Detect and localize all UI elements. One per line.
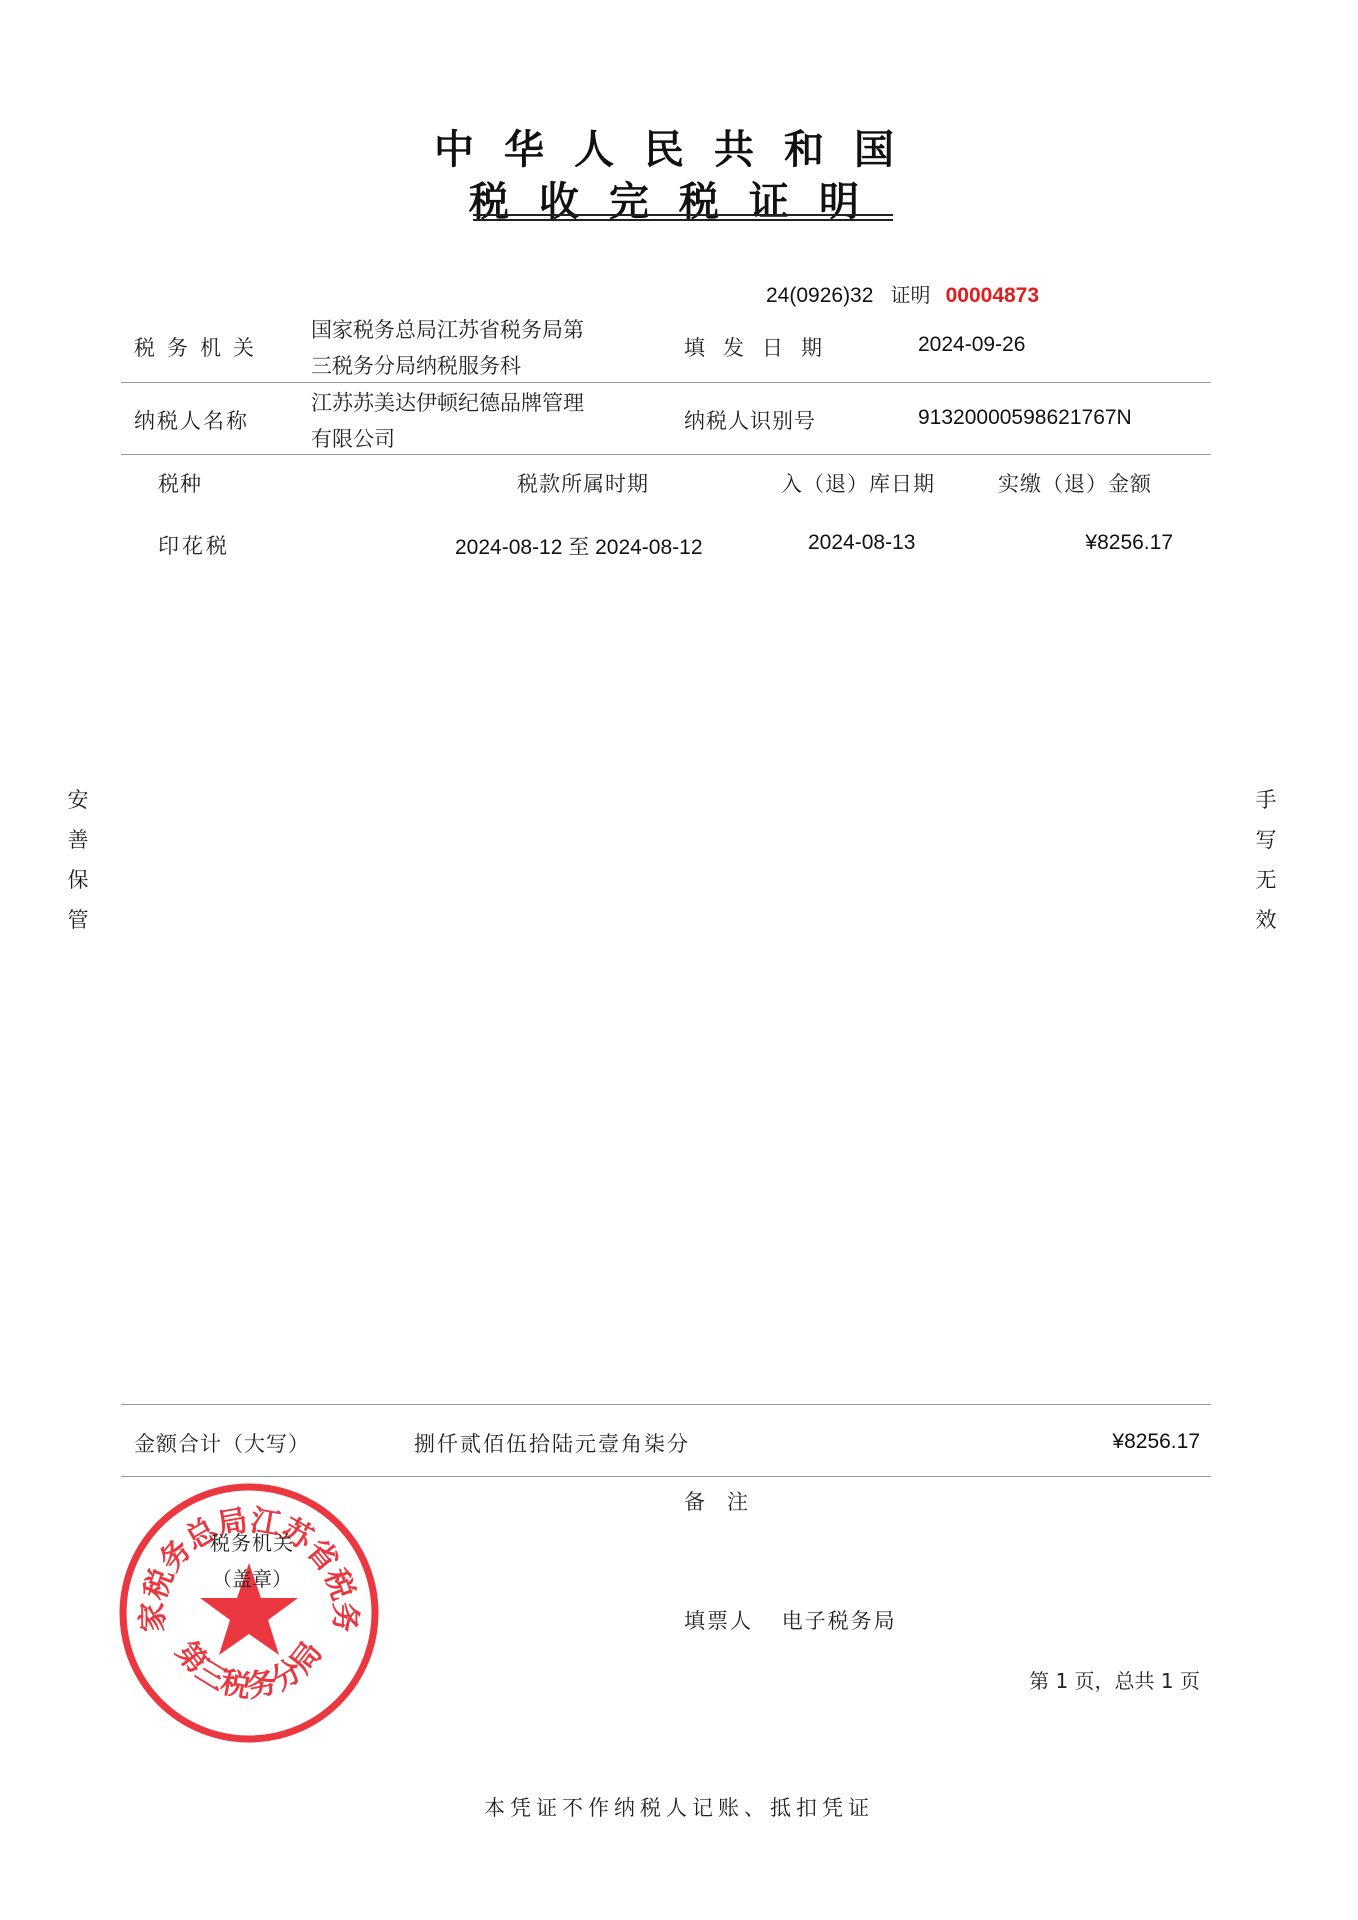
total-chinese-amount: 捌仟贰佰伍拾陆元壹角柒分 bbox=[414, 1432, 690, 1456]
table-row-period: 2024-08-12 至 2024-08-12 bbox=[455, 536, 703, 559]
document-title-line1: 中华人民共和国 bbox=[434, 127, 924, 173]
disclaimer: 本凭证不作纳税人记账、抵扣凭证 bbox=[484, 1796, 874, 1820]
side-left-char: 管 bbox=[67, 908, 89, 932]
seal-label-line2: （盖章） bbox=[212, 1567, 292, 1591]
title-underline-2 bbox=[473, 219, 893, 221]
side-right-char: 写 bbox=[1255, 828, 1277, 852]
side-note-left bbox=[64, 780, 92, 940]
certificate-serial: 00004873 bbox=[945, 284, 1040, 307]
table-row-tax-type: 印花税 bbox=[158, 534, 230, 558]
fill-date-value: 2024-09-26 bbox=[918, 333, 1026, 356]
certificate-code: 24(0926)32 bbox=[766, 284, 874, 307]
table-top-divider bbox=[121, 454, 1211, 455]
taxpayer-id-value: 91320000598621767N bbox=[918, 406, 1132, 429]
filler-label: 填票人 bbox=[684, 1609, 753, 1633]
side-left-char: 善 bbox=[67, 828, 89, 852]
side-right-char: 效 bbox=[1255, 908, 1277, 932]
side-left-char: 保 bbox=[67, 868, 89, 892]
total-amount: ¥8256.17 bbox=[1112, 1430, 1200, 1453]
authority-value-line2: 三税务分局纳税服务科 bbox=[311, 354, 521, 378]
title-underline-1 bbox=[473, 214, 893, 216]
fill-date-label: 填发日期 bbox=[684, 336, 840, 360]
total-bottom-divider bbox=[121, 1476, 1211, 1477]
side-left-char: 安 bbox=[67, 788, 89, 812]
side-note-right bbox=[1252, 780, 1280, 940]
taxpayer-name-line1: 江苏苏美达伊顿纪德品牌管理 bbox=[311, 391, 584, 415]
seal-label-line1: 税务机关 bbox=[210, 1531, 294, 1555]
taxpayer-id-label: 纳税人识别号 bbox=[684, 409, 816, 433]
remarks-label: 备注 bbox=[684, 1490, 770, 1514]
authority-label: 税务机关 bbox=[134, 336, 266, 360]
filler-row bbox=[684, 1605, 897, 1635]
total-label: 金额合计（大写） bbox=[134, 1432, 310, 1456]
table-row-stock-date: 2024-08-13 bbox=[808, 531, 916, 554]
stamp-bottom-text: 第三税务分局 bbox=[168, 1635, 330, 1705]
header-divider bbox=[121, 382, 1211, 383]
filler-value: 电子税务局 bbox=[781, 1609, 897, 1633]
stamp-graphic bbox=[116, 1480, 382, 1746]
stamp-top-text: 家税务总局江苏省税务 bbox=[135, 1503, 363, 1633]
certificate-number bbox=[766, 279, 1039, 308]
authority-value-line1: 国家税务总局江苏省税务局第 bbox=[311, 318, 584, 342]
column-header-tax-type: 税种 bbox=[158, 472, 202, 496]
certificate-label: 证明 bbox=[890, 283, 931, 307]
document-title-line2: 税收完税证明 bbox=[469, 179, 889, 225]
taxpayer-name-label: 纳税人名称 bbox=[134, 409, 249, 433]
official-stamp bbox=[116, 1480, 382, 1746]
side-right-char: 无 bbox=[1255, 868, 1277, 892]
page-info: 第 1 页，总共 1 页 bbox=[1029, 1669, 1200, 1693]
table-row-amount: ¥8256.17 bbox=[1085, 531, 1173, 554]
column-header-stock-date: 入（退）库日期 bbox=[781, 472, 935, 496]
column-header-amount: 实缴（退）金额 bbox=[998, 472, 1152, 496]
side-right-char: 手 bbox=[1255, 788, 1277, 812]
total-top-divider bbox=[121, 1404, 1211, 1405]
taxpayer-name-line2: 有限公司 bbox=[311, 427, 395, 451]
column-header-period: 税款所属时期 bbox=[517, 472, 649, 496]
